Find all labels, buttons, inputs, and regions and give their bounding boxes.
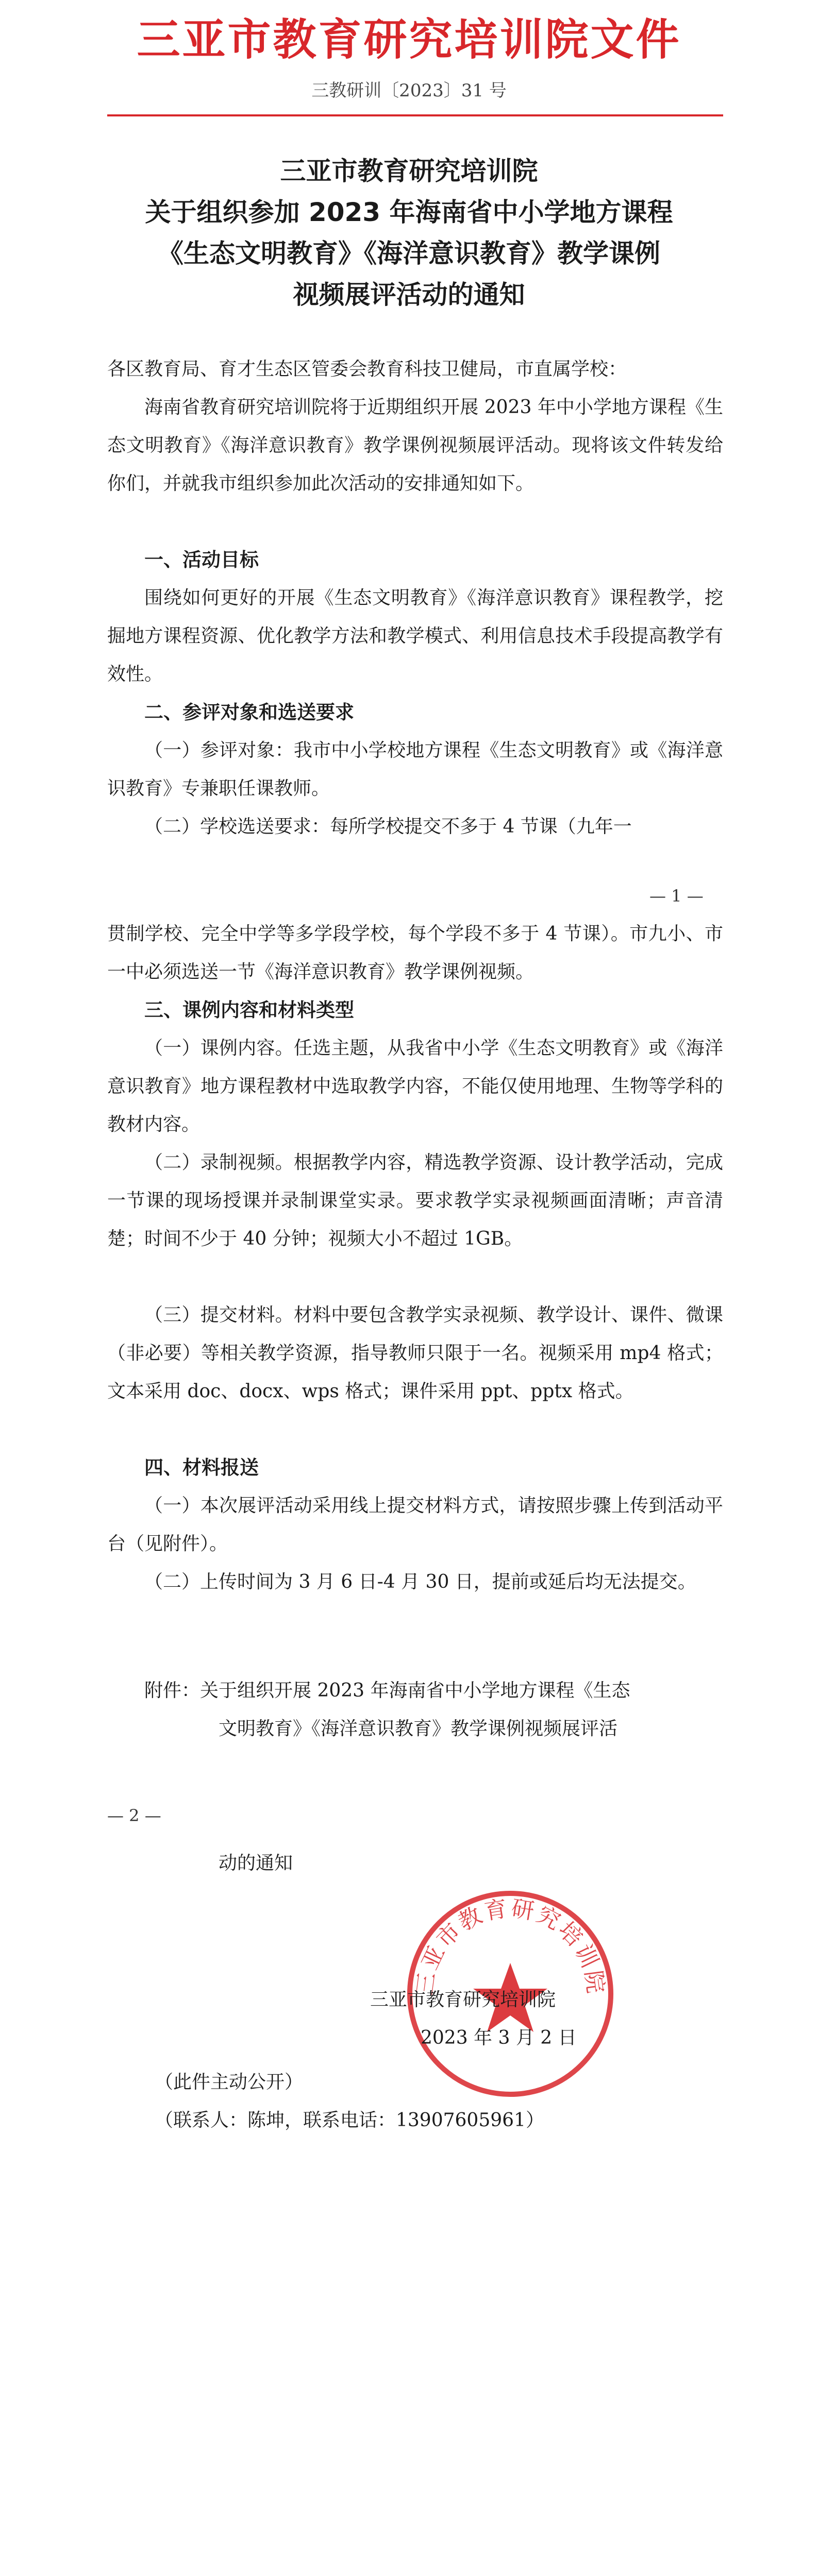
attachment-line-3: 动的通知 — [219, 1853, 293, 1874]
signature-organization: 三亚市教育研究培训院 — [370, 1989, 556, 2010]
contact-info: （联系人：陈坤，联系电话：13907605961） — [155, 2110, 544, 2131]
document-number: 三教研训〔2023〕31 号 — [311, 80, 507, 101]
page-number-2: — 2 — — [107, 1806, 161, 1825]
notice-title-line-2: 关于组织参加 2023 年海南省中小学地方课程 — [145, 197, 673, 227]
section-2-paragraph-2a: （二）学校选送要求：每所学校提交不多于 4 节课（九年一 — [144, 816, 632, 837]
header-red-rule — [107, 114, 723, 116]
section-3-paragraph-3: （三）提交材料。材料中要包含教学实录视频、教学设计、课件、微课（非必要）等相关教学资源，指导教师只限于一名。视频采用 mp4 格式；文本采用 doc、docx、wps 格式；课件采用 ppt、pptx 格式。 — [107, 1304, 723, 1402]
salutation: 各区教育局、育才生态区管委会教育科技卫健局，市直属学校： — [107, 359, 627, 380]
seal-text: 三亚市教育研究培训院 — [411, 1895, 609, 1997]
section-2-paragraph-2b: 贯制学校、完全中学等多学段学校，每个学段不多于 4 节课）。市九小、市一中必须选送一节《海洋意识教育》教学课例视频。 — [107, 923, 723, 982]
section-4-paragraph-2: （二）上传时间为 3 月 6 日-4 月 30 日，提前或延后均无法提交。 — [144, 1571, 696, 1592]
section-2-paragraph-1: （一）参评对象：我市中小学校地方课程《生态文明教育》或《海洋意识教育》专兼职任课教师。 — [107, 740, 723, 799]
notice-title-line-3: 《生态文明教育》《海洋意识教育》教学课例 — [158, 239, 660, 268]
signature-date: 2023 年 3 月 2 日 — [421, 2027, 577, 2048]
section-heading-1: 一、活动目标 — [144, 549, 259, 571]
attachment-line-2: 文明教育》《海洋意识教育》教学课例视频展评活 — [219, 1718, 618, 1739]
page-number-1: — 1 — — [649, 886, 704, 906]
section-heading-4: 四、材料报送 — [144, 1456, 259, 1479]
section-3-paragraph-1: （一）课例内容。任选主题，从我省中小学《生态文明教育》或《海洋意识教育》地方课程教材中选取教学内容，不能仅使用地理、生物等学科的教材内容。 — [107, 1038, 723, 1135]
public-note: （此件主动公开） — [155, 2072, 304, 2093]
attachment-line-1: 附件：关于组织开展 2023 年海南省中小学地方课程《生态 — [144, 1680, 630, 1701]
notice-title-line-4: 视频展评活动的通知 — [293, 280, 525, 310]
section-3-paragraph-2: （二）录制视频。根据教学内容，精选教学资源、设计教学活动，完成一节课的现场授课并录制课堂实录。要求教学实录视频画面清晰；声音清楚；时间不少于 40 分钟；视频大小不超过 1GB。 — [107, 1152, 723, 1249]
section-heading-2: 二、参评对象和选送要求 — [144, 701, 354, 723]
intro-paragraph: 海南省教育研究培训院将于近期组织开展 2023 年中小学地方课程《生态文明教育》《海洋意识教育》教学课例视频展评活动。现将该文件转发给你们，并就我市组织参加此次活动的安排通知如下。 — [107, 397, 723, 494]
document-header-title: 三亚市教育研究培训院文件 — [137, 14, 681, 65]
section-4-paragraph-1: （一）本次展评活动采用线上提交材料方式，请按照步骤上传到活动平台（见附件）。 — [107, 1495, 723, 1554]
notice-title-line-1: 三亚市教育研究培训院 — [280, 156, 538, 186]
section-heading-3: 三、课例内容和材料类型 — [144, 999, 354, 1021]
section-1-paragraph: 围绕如何更好的开展《生态文明教育》《海洋意识教育》课程教学，挖掘地方课程资源、优化教学方法和教学模式、利用信息技术手段提高教学有效性。 — [107, 587, 723, 685]
